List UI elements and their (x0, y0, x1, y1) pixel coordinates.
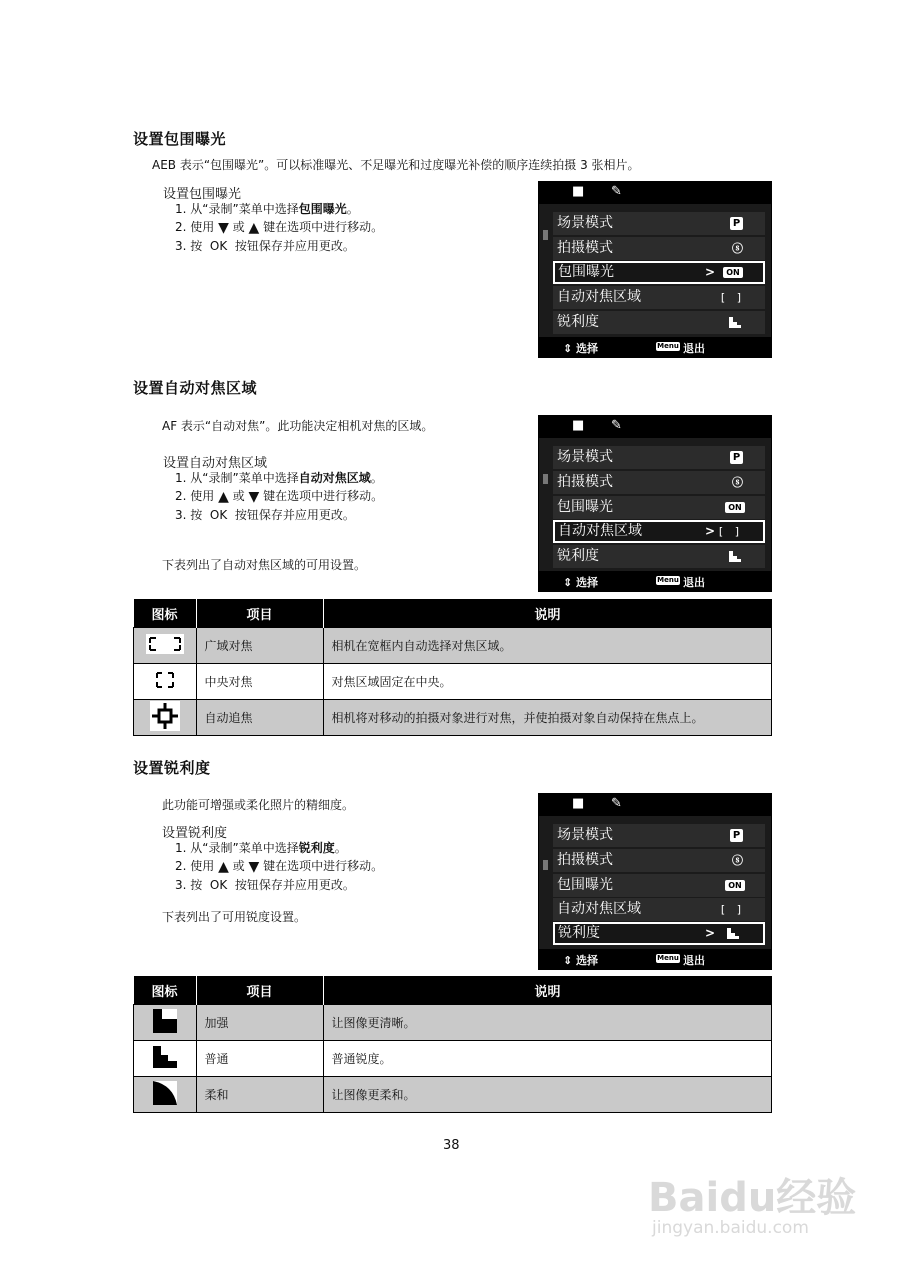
header-item: 项目 (196, 599, 323, 628)
step-2: 2. 使用 ▼ 或 ▲ 键在选项中进行移动。 (175, 220, 384, 236)
watermark-brand: Baidu经验 (648, 1175, 857, 1221)
table-row (134, 1077, 772, 1113)
section3-table-note: 下表列出了可用锐度设置。 (162, 910, 307, 924)
section1-intro: AEB 表示“包围曝光”。可以标准曝光、不足曝光和过度曝光补偿的顺序连续拍摄 3 张相片。 (152, 158, 640, 172)
scrollbar (543, 860, 548, 870)
step-3: 3. 按 OK 按钮保存并应用更改。 (175, 878, 355, 892)
row-desc: 相机在宽框内自动选择对焦区域。 (323, 628, 772, 664)
step-3: 3. 按 OK 按钮保存并应用更改。 (175, 239, 355, 253)
menu-item-shoot-mode[interactable]: 拍摄模式 ⓢ (553, 237, 765, 260)
select-label: ⇕ 选择 (563, 954, 599, 967)
on-badge: ON (723, 267, 743, 278)
row-desc: 让图像更柔和。 (323, 1077, 772, 1113)
menu-item-af-area[interactable]: 自动对焦区域 > [ ] (553, 520, 765, 543)
step-1: 1. 从“录制”菜单中选择自动对焦区域。 (175, 471, 383, 485)
section2-steps (175, 469, 383, 524)
row-item: 广域对焦 (196, 628, 323, 664)
on-badge: ON (725, 880, 745, 891)
section1-subtitle: 设置包围曝光 (163, 187, 242, 202)
exit-label: 退出 (683, 576, 705, 589)
header-icon: 图标 (134, 599, 197, 628)
camera-icon: ■ (572, 184, 585, 199)
wrench-icon: ✎ (611, 184, 622, 199)
row-item: 加强 (196, 1005, 323, 1041)
row-item: 柔和 (196, 1077, 323, 1113)
arrow-right-icon: > (704, 926, 715, 940)
wrench-icon: ✎ (611, 418, 622, 433)
camera-icon: ■ (572, 796, 585, 811)
page-number: 38 (443, 1138, 460, 1153)
menu-item-af-area[interactable]: 自动对焦区域 [ ] (553, 286, 765, 309)
down-triangle-icon: ▼ (248, 489, 260, 505)
on-badge: ON (725, 502, 745, 513)
step-1: 1. 从“录制”菜单中选择包围曝光。 (175, 202, 359, 216)
scrollbar (543, 474, 548, 484)
section3-title: 设置锐利度 (133, 759, 211, 777)
section1-steps (175, 200, 383, 255)
menu-item-sharpness[interactable]: 锐利度 > (553, 922, 765, 945)
sharpness-hard-icon (153, 1009, 177, 1033)
self-timer-icon: ⓢ (732, 476, 743, 489)
af-area-table (133, 599, 772, 736)
self-timer-icon: ⓢ (732, 854, 743, 867)
af-wide-icon: [ ] (720, 903, 745, 916)
wrench-icon: ✎ (611, 796, 622, 811)
up-triangle-icon: ▲ (218, 859, 229, 875)
menu-button-icon: Menu (657, 342, 679, 350)
menu-item-af-area[interactable]: 自动对焦区域 [ ] (553, 898, 765, 921)
step-2: 2. 使用 ▲ 或 ▼ 键在选项中进行移动。 (175, 489, 384, 505)
down-triangle-icon: ▼ (248, 859, 260, 875)
select-label: ⇕ 选择 (563, 342, 599, 355)
table-row (134, 1005, 772, 1041)
menu-item-sharpness[interactable]: 锐利度 (553, 545, 765, 568)
header-description: 说明 (323, 599, 772, 628)
header-icon: 图标 (134, 976, 197, 1005)
table-row (134, 664, 772, 700)
sharpness-soft-icon (153, 1081, 177, 1105)
select-label: ⇕ 选择 (563, 576, 599, 589)
header-item: 项目 (196, 976, 323, 1005)
camera-menu-screen-3 (538, 793, 772, 970)
up-triangle-icon: ▲ (248, 220, 260, 236)
menu-item-shoot-mode[interactable]: 拍摄模式 ⓢ (553, 471, 765, 494)
exit-label: 退出 (683, 342, 705, 355)
p-mode-icon: P (730, 451, 743, 464)
section2-subtitle: 设置自动对焦区域 (163, 456, 268, 471)
menu-button-icon: Menu (657, 576, 679, 584)
up-triangle-icon: ▲ (218, 489, 229, 505)
menu-item-shoot-mode[interactable]: 拍摄模式 ⓢ (553, 849, 765, 872)
af-center-focus-icon (154, 670, 176, 690)
table-row (134, 700, 772, 736)
section3-subtitle: 设置锐利度 (162, 826, 228, 841)
af-wide-focus-icon (145, 633, 185, 655)
section3-steps (175, 839, 383, 894)
p-mode-icon: P (730, 829, 743, 842)
sharpness-normal-icon (153, 1046, 177, 1068)
row-desc: 对焦区域固定在中央。 (323, 664, 772, 700)
camera-menu-screen-1 (538, 181, 772, 358)
scrollbar (543, 230, 548, 240)
table-row (134, 1041, 772, 1077)
menu-item-scene-mode[interactable]: 场景模式 P (553, 824, 765, 847)
sharpness-normal-icon (729, 317, 741, 328)
menu-item-scene-mode[interactable]: 场景模式 P (553, 446, 765, 469)
step-3: 3. 按 OK 按钮保存并应用更改。 (175, 508, 355, 522)
down-triangle-icon: ▼ (218, 220, 229, 236)
af-wide-icon: [ ] (718, 525, 743, 538)
sharpness-table (133, 976, 772, 1113)
row-desc: 让图像更清晰。 (323, 1005, 772, 1041)
watermark-url: jingyan.baidu.com (652, 1218, 809, 1238)
exit-label: 退出 (683, 954, 705, 967)
af-tracking-icon (150, 701, 180, 731)
section2-table-note: 下表列出了自动对焦区域的可用设置。 (162, 558, 367, 572)
camera-footer (539, 571, 771, 591)
row-desc: 相机将对移动的拍摄对象进行对焦，并使拍摄对象自动保持在焦点上。 (323, 700, 772, 736)
menu-item-sharpness[interactable]: 锐利度 (553, 311, 765, 334)
sharpness-normal-icon (727, 928, 739, 939)
sharpness-normal-icon (729, 551, 741, 562)
table-row (134, 628, 772, 664)
section3-intro: 此功能可增强或柔化照片的精细度。 (162, 798, 355, 812)
step-1: 1. 从“录制”菜单中选择锐利度。 (175, 841, 347, 855)
af-wide-icon: [ ] (720, 291, 745, 304)
section2-title: 设置自动对焦区域 (133, 379, 258, 397)
p-mode-icon: P (730, 217, 743, 230)
row-desc: 普通锐度。 (323, 1041, 772, 1077)
menu-item-scene-mode[interactable]: 场景模式 P (553, 212, 765, 235)
row-item: 自动追焦 (196, 700, 323, 736)
camera-icon: ■ (572, 418, 585, 433)
step-2: 2. 使用 ▲ 或 ▼ 键在选项中进行移动。 (175, 859, 384, 875)
camera-footer (539, 337, 771, 357)
camera-footer (539, 949, 771, 969)
section1-title: 设置包围曝光 (133, 130, 227, 148)
arrow-right-icon: > (704, 265, 715, 279)
menu-item-bracketing[interactable]: 包围曝光 ON (553, 496, 765, 519)
arrow-right-icon: > (704, 524, 715, 538)
row-item: 普通 (196, 1041, 323, 1077)
row-item: 中央对焦 (196, 664, 323, 700)
camera-menu-screen-2 (538, 415, 772, 592)
menu-button-icon: Menu (657, 954, 679, 962)
menu-item-bracketing[interactable]: 包围曝光 > ON (553, 261, 765, 284)
header-description: 说明 (323, 976, 772, 1005)
section2-intro: AF 表示“自动对焦”。此功能决定相机对焦的区域。 (162, 419, 434, 433)
menu-item-bracketing[interactable]: 包围曝光 ON (553, 874, 765, 897)
self-timer-icon: ⓢ (732, 242, 743, 255)
